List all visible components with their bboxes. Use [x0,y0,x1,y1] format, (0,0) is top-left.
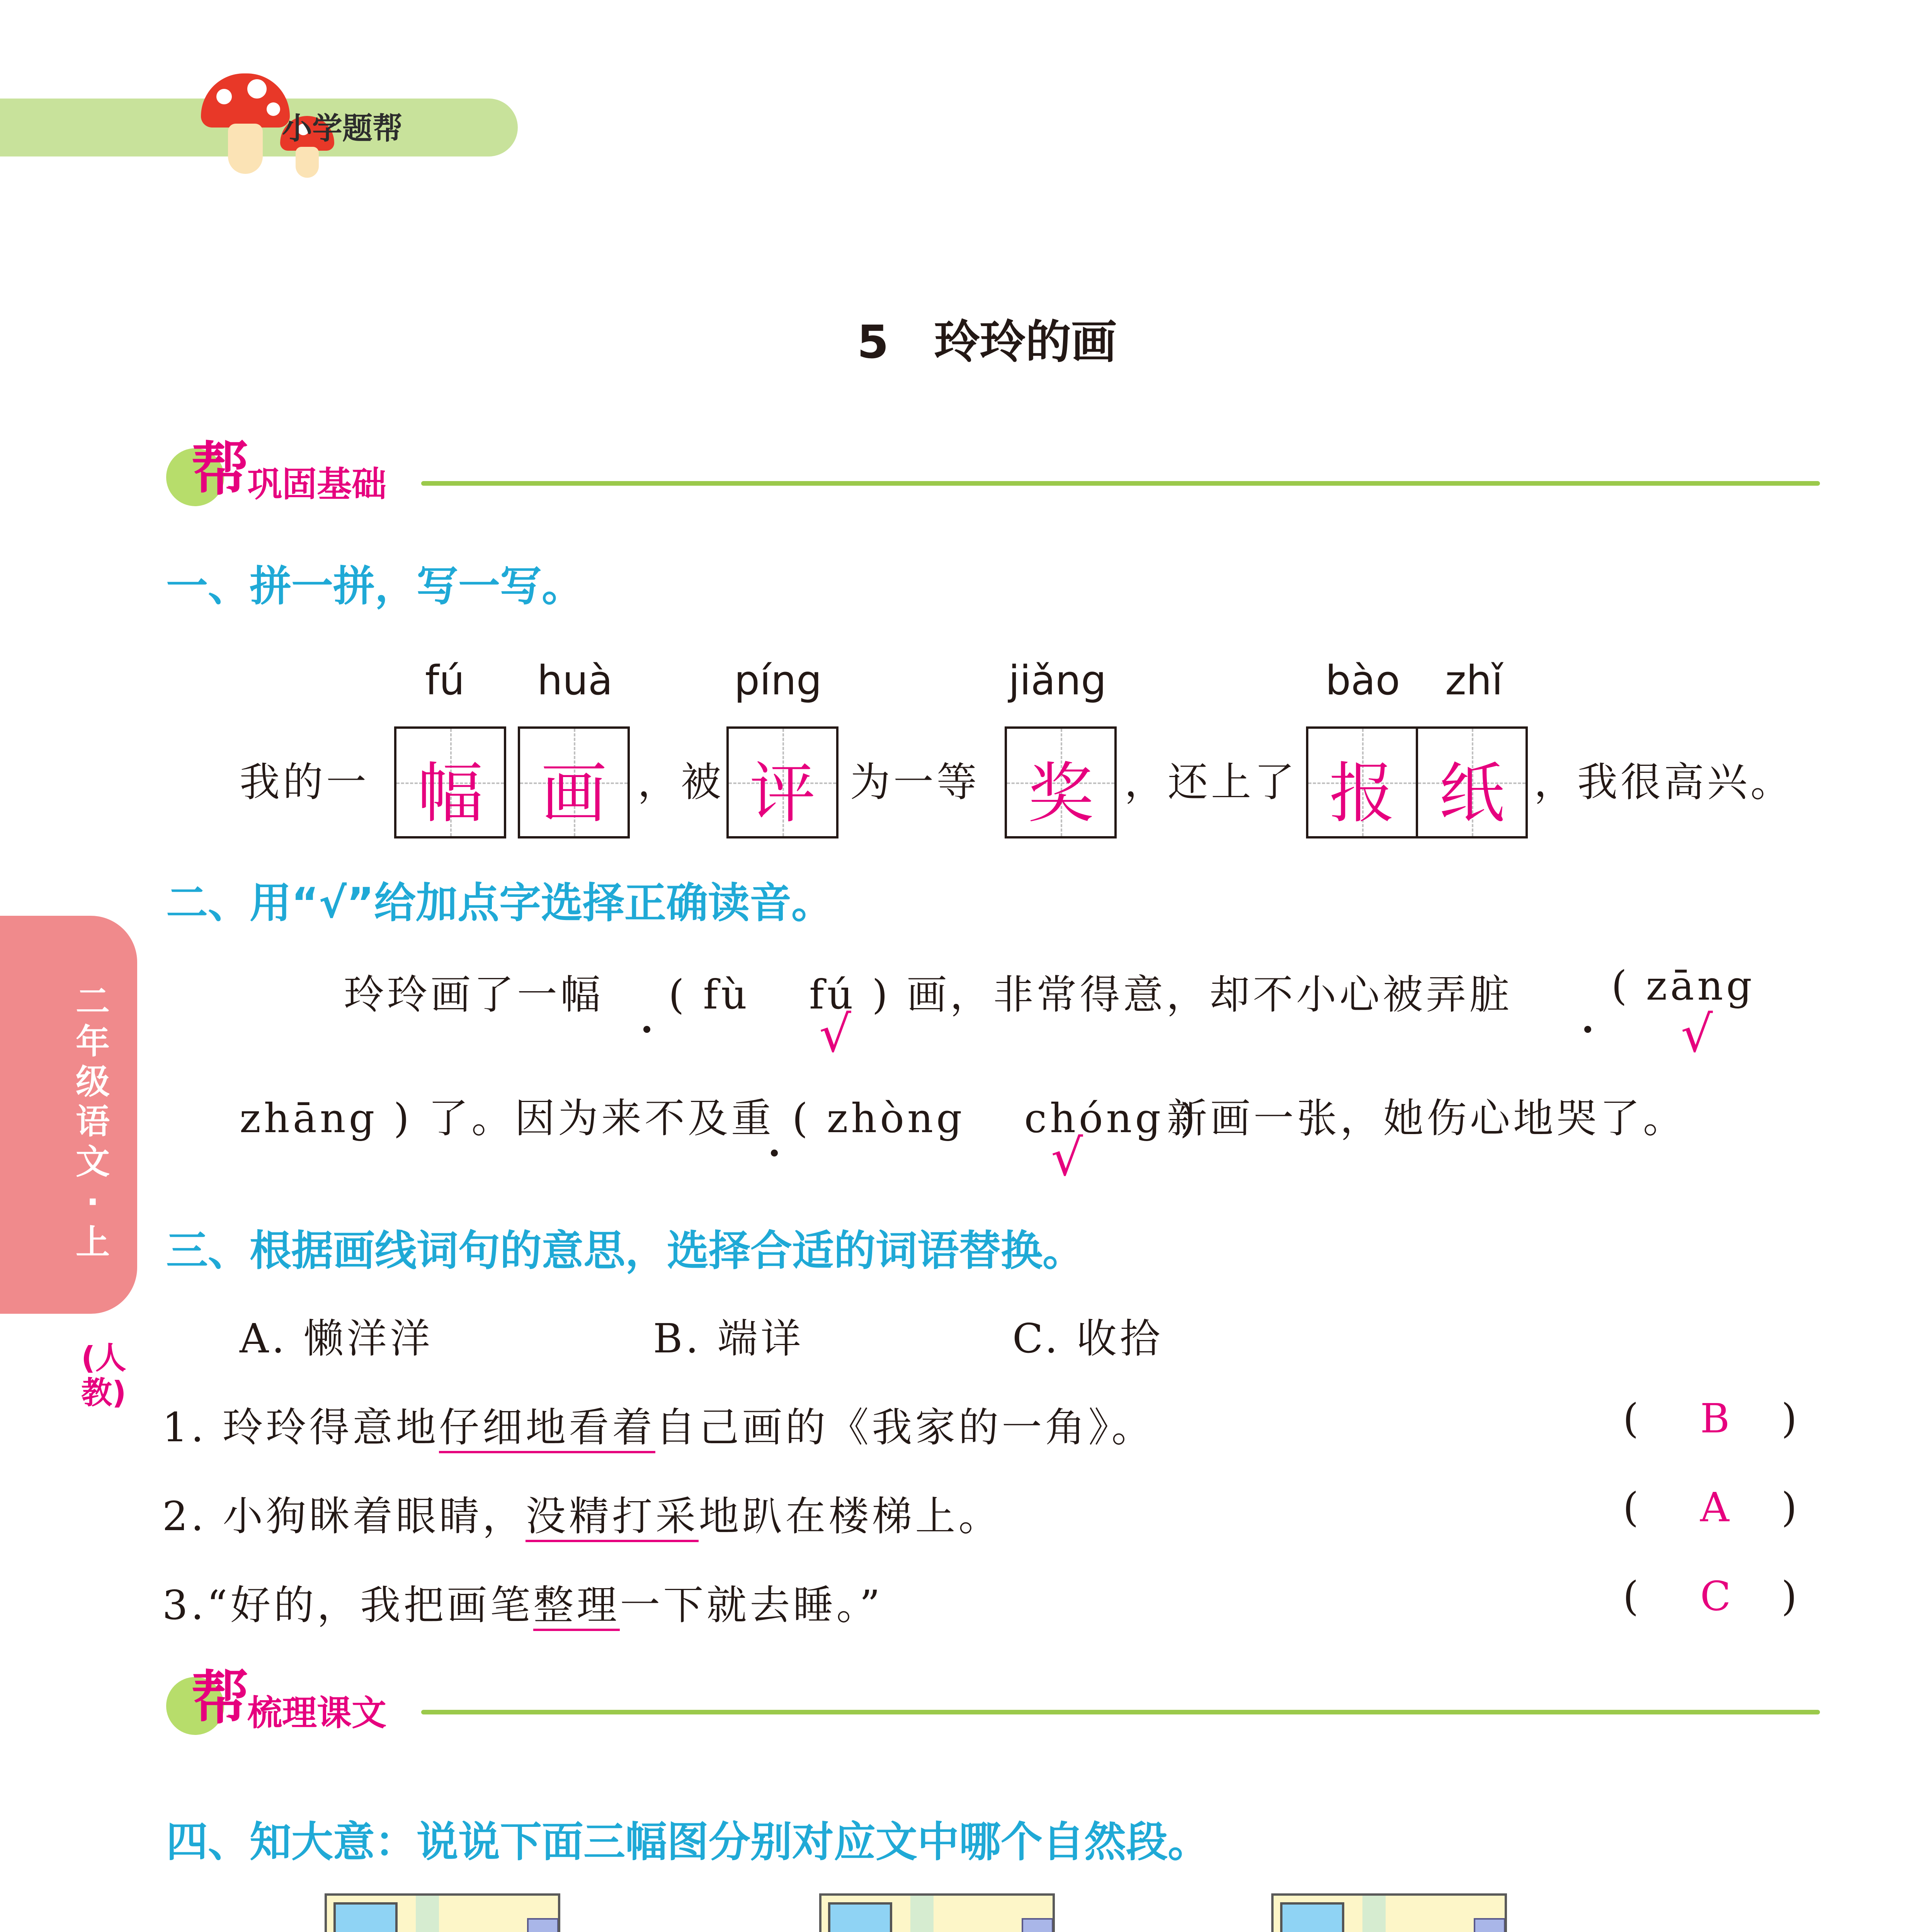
answer-char: 奖 [1027,755,1094,832]
sentence-part: 新画一张，她伤心地哭了。 [1167,1095,1687,1142]
pinyin: bào [1325,657,1400,704]
check-mark-icon: √ [1051,1128,1083,1187]
section-label: 巩固基础 [247,464,386,505]
underlined-phrase: 仔细地看着 [439,1404,655,1453]
answer-char: 报 [1329,755,1395,832]
sentence-part: ，被 [638,759,724,806]
sentence-part: ( zāng [1611,962,1755,1009]
question-3-title: 三、根据画线词句的意思，选择合适的词语替换。 [166,1227,1085,1275]
paren-open: ( [1623,1573,1642,1620]
sentence-part: 3.“好的，我把画笔 [162,1582,534,1629]
writing-box[interactable] [394,726,506,838]
option-c: C. 收拾 [1012,1315,1163,1362]
emphasis-dot [771,1150,778,1156]
sentence-part: 自己画的《我家的一角》。 [655,1404,1155,1451]
pinyin: zhǐ [1445,657,1503,704]
check-mark-icon: √ [1681,1005,1713,1063]
lesson-title: 5 玲玲的画 [857,315,1117,369]
stair-scene-drawing [821,1896,1053,1932]
side-tab-edition [81,1340,126,1411]
paren-close: ) [1781,1484,1800,1531]
writing-box[interactable] [726,726,838,838]
emphasis-dot [643,1026,650,1033]
sentence-part: zhāng ) 了。因为来不及重 [240,1095,775,1142]
section-label: 梳理课文 [247,1693,386,1733]
section-divider [421,481,1820,486]
brand-name: 小学题帮 [282,111,403,146]
stair-scene-image-stain [1271,1893,1507,1932]
stair-scene-image-dog [819,1893,1055,1932]
answer-char: 画 [541,755,607,832]
stair-scene-drawing [1274,1896,1505,1932]
sentence-part: ，我很高兴。 [1534,759,1794,806]
writing-box[interactable] [1306,726,1418,838]
q3-item-3 [162,1573,883,1631]
writing-box[interactable] [518,726,630,838]
pinyin: jiǎng [1009,657,1107,704]
sentence-part: 玲玲画了一幅 [344,971,604,1018]
sentence-part: 为一等 [850,759,980,806]
sentence-part: 我的一 [240,759,370,806]
mushroom-stem [228,124,263,174]
answer-letter: A [1700,1484,1733,1531]
small-mushroom-stem [296,147,319,178]
sentence-part: ( fù fú ) 画，非常得意，却不小心被弄脏 [668,971,1513,1018]
option-b: B. 端详 [653,1315,804,1362]
writing-box[interactable] [1005,726,1117,838]
answer-letter: B [1700,1395,1733,1442]
pinyin: fú [425,657,465,704]
side-tab-grade [73,981,112,1262]
side-tab [0,916,137,1314]
grade-label: 二年级语文·上 [75,981,110,1262]
writing-box[interactable] [1416,726,1528,838]
section-divider [421,1710,1820,1714]
pinyin: huà [537,657,613,704]
answer-char: 纸 [1439,755,1505,832]
underlined-phrase: 没精打采 [526,1493,699,1542]
answer-char: 评 [749,755,815,832]
mushroom-dot [247,79,267,99]
sentence-part: 2. 小狗眯着眼睛， [162,1493,526,1540]
option-a: A. 懒洋洋 [240,1315,434,1362]
question-2-title: 二、用“√”给加点字选择正确读音。 [166,879,833,927]
edition-label: (人教) [81,1340,126,1411]
answer-char: 幅 [417,755,483,832]
question-4-title: 四、知大意：说说下面三幅图分别对应文中哪个自然段。 [166,1818,1210,1866]
mushroom-logo-icon [201,73,290,128]
question-1-title: 一、拼一拼，写一写。 [166,562,584,611]
pinyin: píng [734,657,822,704]
sentence-part: ，还上了 [1124,759,1298,806]
section-badge-char: 帮 [191,1665,250,1732]
answer-letter: C [1700,1573,1734,1620]
mushroom-dot [267,102,280,116]
q3-item-2 [162,1484,1002,1542]
paren-close: ) [1781,1573,1800,1620]
emphasis-dot [1584,1026,1591,1033]
sentence-part: 一下就去睡。” [620,1582,883,1629]
underlined-phrase: 整理 [533,1582,620,1631]
section-badge-char: 帮 [191,436,250,503]
stair-scene-drawing [327,1896,558,1932]
mushroom-dot [216,89,232,104]
sentence-part: 地趴在楼梯上。 [699,1493,1002,1540]
paren-open: ( [1623,1395,1642,1442]
check-mark-icon: √ [819,1005,851,1063]
paren-close: ) [1781,1395,1800,1442]
paren-open: ( [1623,1484,1642,1531]
sentence-part: ( zhòng chóng ) [792,1095,1199,1142]
sentence-part: 1. 玲玲得意地 [162,1404,439,1451]
stair-scene-image [325,1893,560,1932]
q3-item-1 [162,1395,1155,1453]
